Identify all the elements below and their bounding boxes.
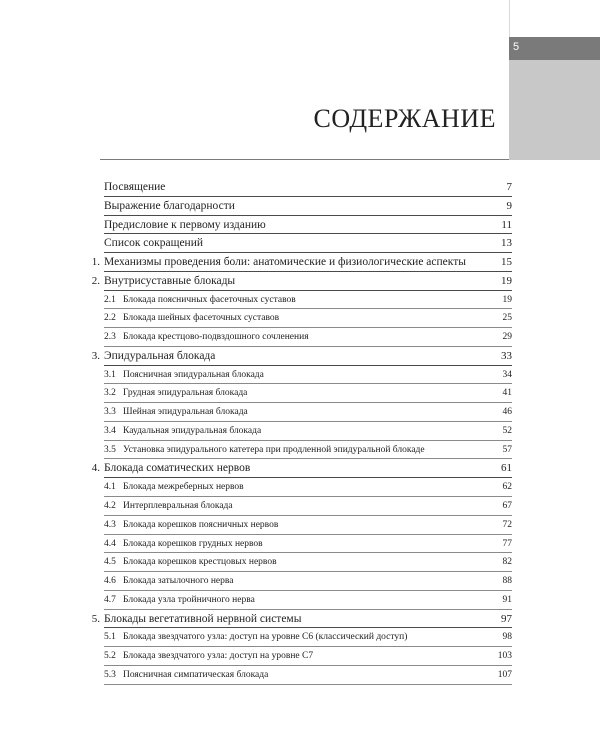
toc-entry[interactable] — [86, 516, 512, 535]
toc-entry-title: Каудальная эпидуральная блокада — [123, 425, 262, 436]
toc-section-number: 4.6 — [104, 576, 116, 587]
toc-page-number: 19 — [502, 294, 512, 305]
toc-entry[interactable] — [86, 591, 512, 610]
toc-section-number: 3.4 — [104, 425, 116, 436]
toc-page-number: 88 — [502, 576, 512, 587]
toc-section-number: 3.5 — [104, 444, 116, 455]
page-number: 5 — [513, 41, 520, 53]
toc-entry-title: Блокада корешков поясничных нервов — [123, 519, 279, 530]
toc-entry[interactable] — [86, 535, 512, 554]
toc-page-number: 41 — [502, 388, 512, 399]
toc-entry-title: Блокада соматических нервов — [104, 462, 251, 475]
toc-page-number: 107 — [497, 669, 512, 680]
toc-entry-title: Эпидуральная блокада — [104, 349, 216, 362]
toc-entry[interactable] — [86, 666, 512, 685]
toc-entry[interactable] — [86, 366, 512, 385]
toc-section-number: 4.7 — [104, 594, 116, 605]
toc-entry-title: Блокады вегетативной нервной системы — [104, 612, 302, 625]
toc-page-number: 72 — [502, 519, 512, 530]
toc-page-number: 7 — [506, 181, 512, 193]
toc-entry-title: Поясничная симпатическая блокада — [123, 669, 269, 680]
toc-section-number: 5.2 — [104, 651, 116, 662]
toc-page-number: 19 — [501, 274, 512, 287]
toc-page-number: 91 — [502, 594, 512, 605]
toc-entry-title: Блокада звездчатого узла: доступ на уровне С6 (классический доступ) — [123, 632, 408, 643]
toc-entry-title: Механизмы проведения боли: анатомические и физиологические аспекты — [104, 256, 466, 269]
toc-page-number: 9 — [506, 199, 512, 212]
toc-section-number: 3.2 — [104, 388, 116, 399]
toc-entry[interactable] — [86, 309, 512, 328]
toc-page-number: 11 — [501, 218, 512, 231]
toc-entry-title: Предисловие к первому изданию — [104, 218, 266, 231]
toc-entry-title: Блокада корешков крестцовых нервов — [123, 557, 277, 568]
toc-page-number: 61 — [501, 462, 512, 475]
toc-section-number: 3.1 — [104, 369, 116, 380]
toc-entry[interactable] — [86, 291, 512, 310]
title-divider — [100, 159, 509, 160]
toc-page-number: 46 — [502, 407, 512, 418]
toc-entry-title: Шейная эпидуральная блокада — [123, 407, 248, 418]
toc-entry[interactable] — [86, 441, 512, 460]
toc-page-number: 57 — [502, 444, 512, 455]
toc-entry-title: Посвящение — [104, 181, 166, 193]
toc-entry-title: Блокада корешков грудных нервов — [123, 538, 263, 549]
toc-entry[interactable] — [86, 628, 512, 647]
toc-entry-title: Интерплевральная блокада — [123, 501, 233, 512]
chapter-marker-block — [509, 60, 600, 160]
toc-entry[interactable] — [86, 403, 512, 422]
toc-section-number: 4.1 — [104, 482, 116, 493]
toc-entry[interactable] — [86, 328, 512, 347]
toc-page-number: 29 — [502, 332, 512, 343]
toc-page-number: 62 — [502, 482, 512, 493]
page-number-tab — [509, 37, 600, 60]
toc-page-number: 97 — [501, 612, 512, 625]
toc-entry-title: Блокада узла тройничного нерва — [123, 594, 255, 605]
toc-section-number: 5.1 — [104, 632, 116, 643]
toc-page-number: 52 — [502, 425, 512, 436]
toc-chapter-number: 3. — [91, 349, 100, 362]
page-title: СОДЕРЖАНИЕ — [313, 104, 496, 133]
toc-page-number: 13 — [501, 237, 512, 250]
toc-chapter-number: 2. — [91, 274, 100, 287]
toc-entry[interactable] — [86, 178, 512, 197]
toc-entry[interactable] — [86, 253, 512, 272]
page-edge-line — [509, 0, 510, 37]
toc-entry-title: Список сокращений — [104, 237, 204, 250]
toc-page-number: 25 — [502, 313, 512, 324]
toc-entry[interactable] — [86, 553, 512, 572]
toc-entry[interactable] — [86, 647, 512, 666]
toc-page-number: 98 — [502, 632, 512, 643]
toc-chapter-number: 5. — [91, 612, 100, 625]
toc-entry[interactable] — [86, 459, 512, 478]
toc-entry-title: Блокада крестцово-подвздошного сочленения — [123, 332, 309, 343]
toc-entry-title: Установка эпидурального катетера при продленной эпидуральной блокаде — [123, 444, 425, 455]
toc-section-number: 4.5 — [104, 557, 116, 568]
toc-entry-title: Поясничная эпидуральная блокада — [123, 369, 264, 380]
toc-entry[interactable] — [86, 347, 512, 366]
toc-entry[interactable] — [86, 272, 512, 291]
toc-page-number: 82 — [502, 557, 512, 568]
toc-chapter-number: 1. — [91, 256, 100, 269]
toc-section-number: 2.2 — [104, 313, 116, 324]
toc-section-number: 4.2 — [104, 501, 116, 512]
toc-section-number: 4.3 — [104, 519, 116, 530]
toc-entry[interactable] — [86, 610, 512, 629]
toc-section-number: 4.4 — [104, 538, 116, 549]
toc-section-number: 2.3 — [104, 332, 116, 343]
toc-section-number: 5.3 — [104, 669, 116, 680]
toc-entry-title: Блокада затылочного нерва — [123, 576, 234, 587]
table-of-contents — [86, 178, 512, 685]
toc-page-number: 33 — [501, 349, 512, 362]
toc-entry[interactable] — [86, 497, 512, 516]
toc-entry-title: Грудная эпидуральная блокада — [123, 388, 248, 399]
toc-entry-title: Блокада шейных фасеточных суставов — [123, 313, 280, 324]
toc-entry[interactable] — [86, 216, 512, 235]
toc-entry-title: Выражение благодарности — [104, 199, 235, 212]
toc-page-number: 34 — [502, 369, 512, 380]
toc-entry-title: Блокада межреберных нервов — [123, 482, 244, 493]
toc-entry[interactable] — [86, 422, 512, 441]
toc-entry-title: Внутрисуставные блокады — [104, 274, 236, 287]
toc-entry[interactable] — [86, 234, 512, 253]
toc-page-number: 67 — [502, 501, 512, 512]
toc-section-number: 2.1 — [104, 294, 116, 305]
toc-entry[interactable] — [86, 197, 512, 216]
toc-entry[interactable] — [86, 478, 512, 497]
toc-page-number: 77 — [502, 538, 512, 549]
toc-entry[interactable] — [86, 572, 512, 591]
toc-rule — [104, 684, 512, 685]
toc-section-number: 3.3 — [104, 407, 116, 418]
toc-chapter-number: 4. — [91, 462, 100, 475]
toc-entry[interactable] — [86, 384, 512, 403]
toc-page-number: 15 — [501, 256, 512, 269]
toc-page-number: 103 — [497, 651, 512, 662]
toc-entry-title: Блокада звездчатого узла: доступ на уровне С7 — [123, 651, 314, 662]
toc-entry-title: Блокада поясничных фасеточных суставов — [123, 294, 296, 305]
